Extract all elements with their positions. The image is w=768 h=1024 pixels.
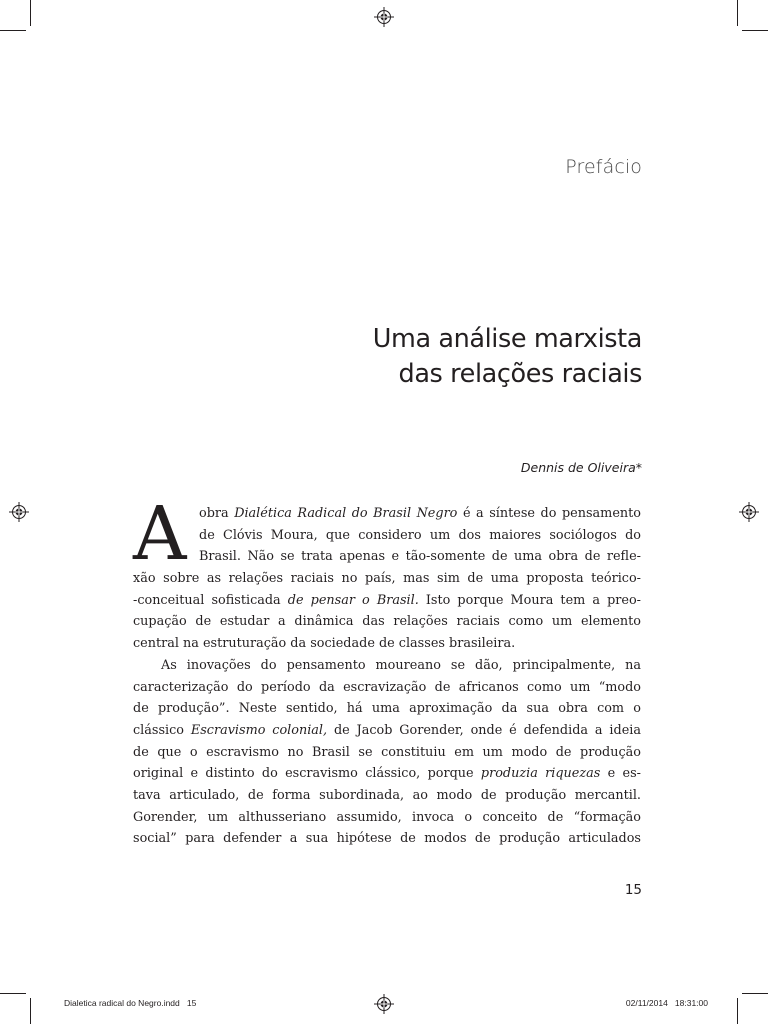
- text-line: caracterização do período da escravização de africanos como um “modo: [133, 679, 641, 695]
- crop-mark-bottom-right-vertical: [737, 998, 738, 1024]
- text-line: As inovações do pensamento moureano se dão, principalmente, na: [161, 657, 641, 673]
- text-line: xão sobre as relações raciais no país, mas sim de uma proposta teórico-: [133, 571, 641, 587]
- crop-mark-bottom-left-horizontal: [0, 993, 26, 994]
- text-line: cupação de estudar a dinâmica das relações raciais como um elemento: [133, 614, 641, 630]
- text-line: tava articulado, de forma subordinada, ao modo de produção mercantil.: [133, 787, 641, 803]
- crop-mark-bottom-right-horizontal: [742, 993, 768, 994]
- section-label: Prefácio: [565, 156, 642, 178]
- crop-mark-top-right-horizontal: [742, 30, 768, 31]
- crop-mark-top-right-vertical: [737, 0, 738, 26]
- text-line: clássico Escravismo colonial, de Jacob Gorender, onde é defendida a ideia: [133, 722, 641, 738]
- text-line: central na estruturação da sociedade de classes brasileira.: [133, 636, 516, 652]
- chapter-title: [373, 322, 642, 392]
- text-line: Gorender, um althusseriano assumido, invoca o conceito de “formação: [133, 809, 641, 825]
- chapter-title-line-1: Uma análise marxista: [372, 324, 642, 354]
- registration-mark-icon: [374, 994, 394, 1014]
- crop-mark-top-left-horizontal: [0, 30, 26, 31]
- paragraph-2: [133, 655, 641, 850]
- drop-cap: A: [133, 491, 187, 577]
- author-byline: Dennis de Oliveira*: [520, 460, 642, 475]
- text-line: obra Dialética Radical do Brasil Negro é a síntese do pensamento: [199, 506, 641, 521]
- paragraph-1: [133, 503, 641, 655]
- slug-datetime: 02/11/2014 18:31:00: [625, 998, 708, 1008]
- text-line: social” para defender a sua hipótese de modos de produção articulados: [133, 831, 641, 847]
- page-number: 15: [624, 882, 642, 898]
- crop-mark-top-left-vertical: [30, 0, 31, 26]
- registration-mark-icon: [374, 7, 394, 27]
- text-line: -conceitual sofisticada de pensar o Brasil. Isto porque Moura tem a preo-: [133, 592, 641, 608]
- text-line: de que o escravismo no Brasil se constituiu em um modo de produção: [133, 744, 641, 760]
- text-line: de Clóvis Moura, que considero um dos maiores sociólogos do: [199, 527, 641, 543]
- text-line: de produção”. Neste sentido, há uma aproximação da sua obra com o: [133, 701, 641, 717]
- crop-mark-bottom-left-vertical: [30, 998, 31, 1024]
- text-line: Brasil. Não se trata apenas e tão-somente de uma obra de refle-: [199, 549, 641, 565]
- registration-mark-icon: [739, 502, 759, 522]
- registration-mark-icon: [9, 502, 29, 522]
- text-line: original e distinto do escravismo clássico, porque produzia riquezas e es-: [133, 766, 641, 782]
- slug-filename: Dialetica radical do Negro.indd 15: [64, 998, 197, 1008]
- body-text: [133, 491, 641, 850]
- chapter-title-line-2: das relações raciais: [398, 359, 642, 389]
